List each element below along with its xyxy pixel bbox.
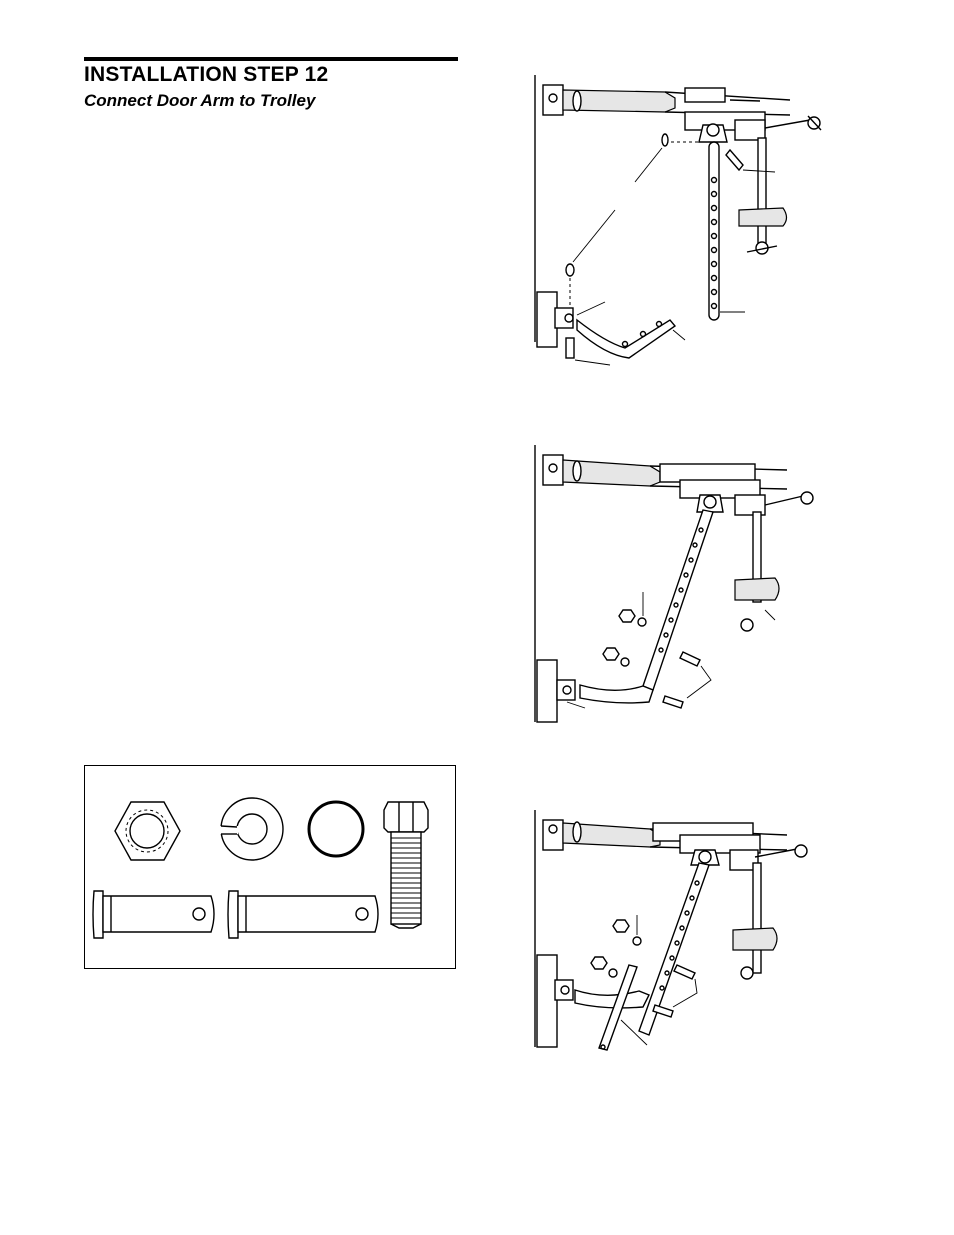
hex-nut-icon <box>115 802 180 860</box>
bolt-icon <box>384 802 428 928</box>
figure-1 <box>525 70 845 370</box>
ring-fastener-icon <box>309 802 363 856</box>
page-subtitle: Connect Door Arm to Trolley <box>84 91 316 110</box>
lock-washer-icon <box>220 798 283 860</box>
hardware-box <box>84 765 456 969</box>
arm-assembly-diagram <box>535 445 813 722</box>
clevis-pin-long-icon <box>228 891 378 938</box>
page-title: INSTALLATION STEP 12 <box>84 63 329 86</box>
final-assembly-diagram <box>535 810 807 1050</box>
header-rule <box>84 57 458 61</box>
trolley-assembly-diagram <box>535 75 821 365</box>
figure-3 <box>525 805 845 1085</box>
clevis-pin-icon <box>93 891 214 938</box>
figure-2 <box>525 440 845 730</box>
